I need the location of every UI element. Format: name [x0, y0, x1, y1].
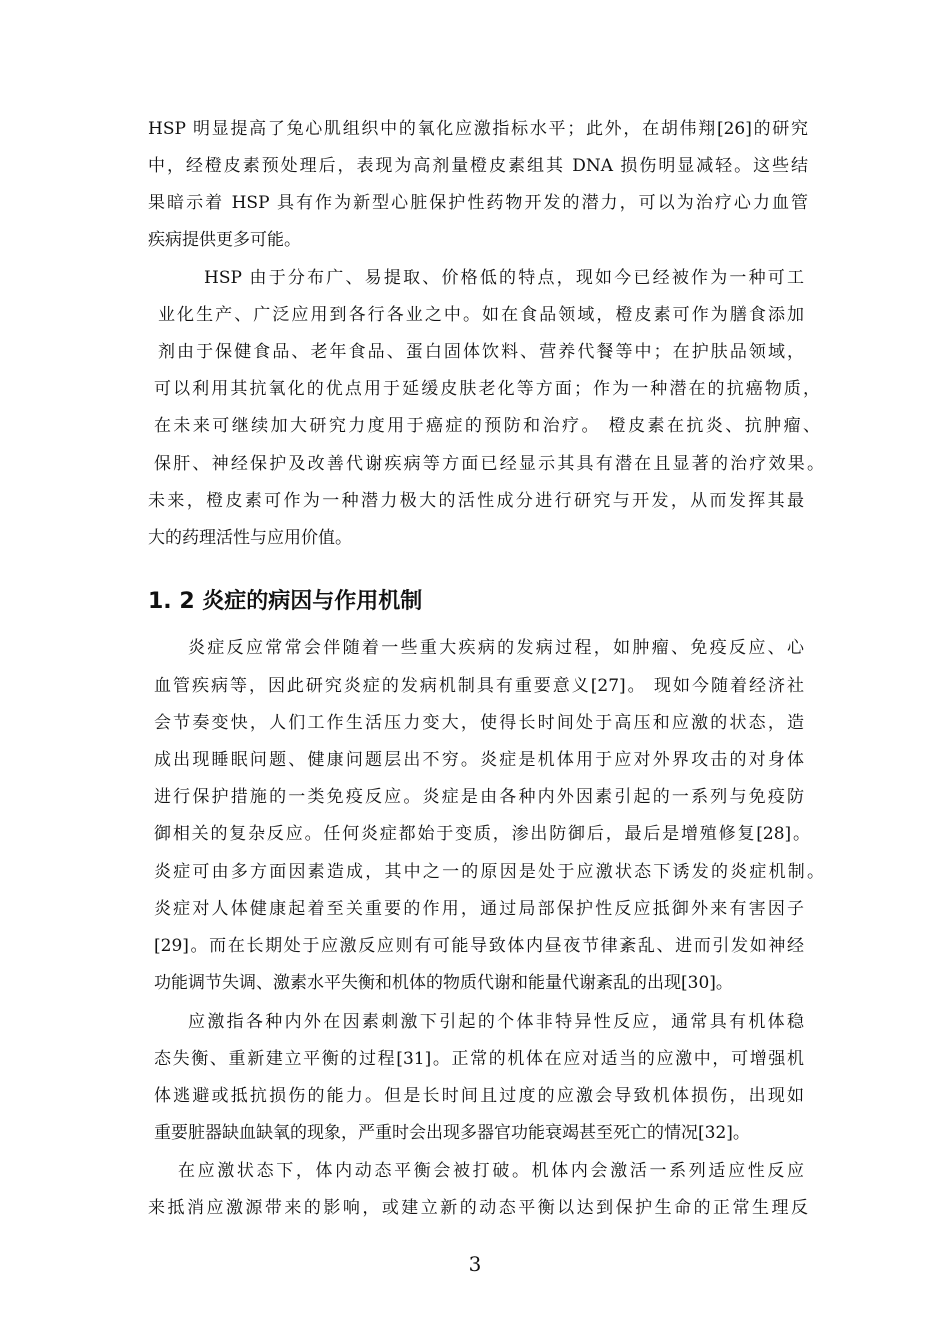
- text-line: 可以利用其抗氧化的优点用于延缓皮肤老化等方面；作为一种潜在的抗癌物质，: [154, 379, 820, 399]
- text-line: 进行保护措施的一类免疫反应。炎症是由各种内外因素引起的一系列与免疫防: [154, 787, 804, 807]
- text-line: 体逃避或抵抗损伤的能力。但是长时间且过度的应激会导致机体损伤，出现如: [154, 1086, 804, 1106]
- text-line: 业化生产、广泛应用到各行各业之中。如在食品领域，橙皮素可作为膳食添加: [158, 305, 804, 325]
- text-line: 会节奏变快，人们工作生活压力变大，使得长时间处于高压和应激的状态，造: [154, 713, 804, 733]
- text-line: 功能调节失调、激素水平失衡和机体的物质代谢和能量代谢紊乱的出现[30]。: [154, 973, 733, 993]
- text-line: 未来，橙皮素可作为一种潜力极大的活性成分进行研究与开发，从而发挥其最: [148, 491, 804, 511]
- text-line: 血管疾病等，因此研究炎症的发病机制具有重要意义[27]。 现如今随着经济社: [154, 676, 804, 696]
- text-line: 在未来可继续加大研究力度用于癌症的预防和治疗。 橙皮素在抗炎、抗肿瘤、: [154, 416, 820, 436]
- text-line: 炎症反应常常会伴随着一些重大疾病的发病过程，如肿瘤、免疫反应、心: [188, 638, 804, 658]
- text-line: 成出现睡眠问题、健康问题层出不穷。炎症是机体用于应对外界攻击的对身体: [154, 750, 804, 770]
- text-line: 中，经橙皮素预处理后，表现为高剂量橙皮素组其 DNA 损伤明显减轻。这些结: [148, 156, 808, 176]
- text-line: 果暗示着 HSP 具有作为新型心脏保护性药物开发的潜力，可以为治疗心力血管: [148, 193, 808, 213]
- text-line: 剂由于保健食品、老年食品、蛋白固体饮料、营养代餐等中；在护肤品领域，: [158, 342, 804, 362]
- text-line: 疾病提供更多可能。: [148, 230, 301, 250]
- text-line: [29]。而在长期处于应激反应则有可能导致体内昼夜节律紊乱、进而引发如神经: [154, 936, 804, 956]
- text-line: 重要脏器缺血缺氧的现象，严重时会出现多器官功能衰竭甚至死亡的情况[32]。: [154, 1123, 750, 1143]
- text-line: 应激指各种内外在因素刺激下引起的个体非特异性反应，通常具有机体稳: [188, 1012, 804, 1032]
- text-line: 保肝、神经保护及改善代谢疾病等方面已经显示其具有潜在且显著的治疗效果。: [154, 454, 824, 474]
- page-number: 3: [468, 1252, 482, 1276]
- section-heading: 1. 2 炎症的病因与作用机制: [148, 589, 423, 614]
- text-line: 在应激状态下，体内动态平衡会被打破。机体内会激活一系列适应性反应: [178, 1161, 804, 1181]
- text-line: HSP 明显提高了兔心肌组织中的氧化应激指标水平；此外，在胡伟翔[26]的研究: [148, 119, 808, 139]
- text-line: 来抵消应激源带来的影响，或建立新的动态平衡以达到保护生命的正常生理反: [148, 1198, 808, 1218]
- text-line: 大的药理活性与应用价值。: [148, 528, 352, 548]
- text-line: HSP 由于分布广、易提取、价格低的特点，现如今已经被作为一种可工: [204, 268, 804, 288]
- text-line: 御相关的复杂反应。任何炎症都始于变质，渗出防御后，最后是增殖修复[28]。: [154, 824, 810, 844]
- text-line: 态失衡、重新建立平衡的过程[31]。正常的机体在应对适当的应激中，可增强机: [154, 1049, 804, 1069]
- text-line: 炎症对人体健康起着至关重要的作用，通过局部保护性反应抵御外来有害因子: [154, 899, 804, 919]
- text-line: 炎症可由多方面因素造成，其中之一的原因是处于应激状态下诱发的炎症机制。: [154, 862, 824, 882]
